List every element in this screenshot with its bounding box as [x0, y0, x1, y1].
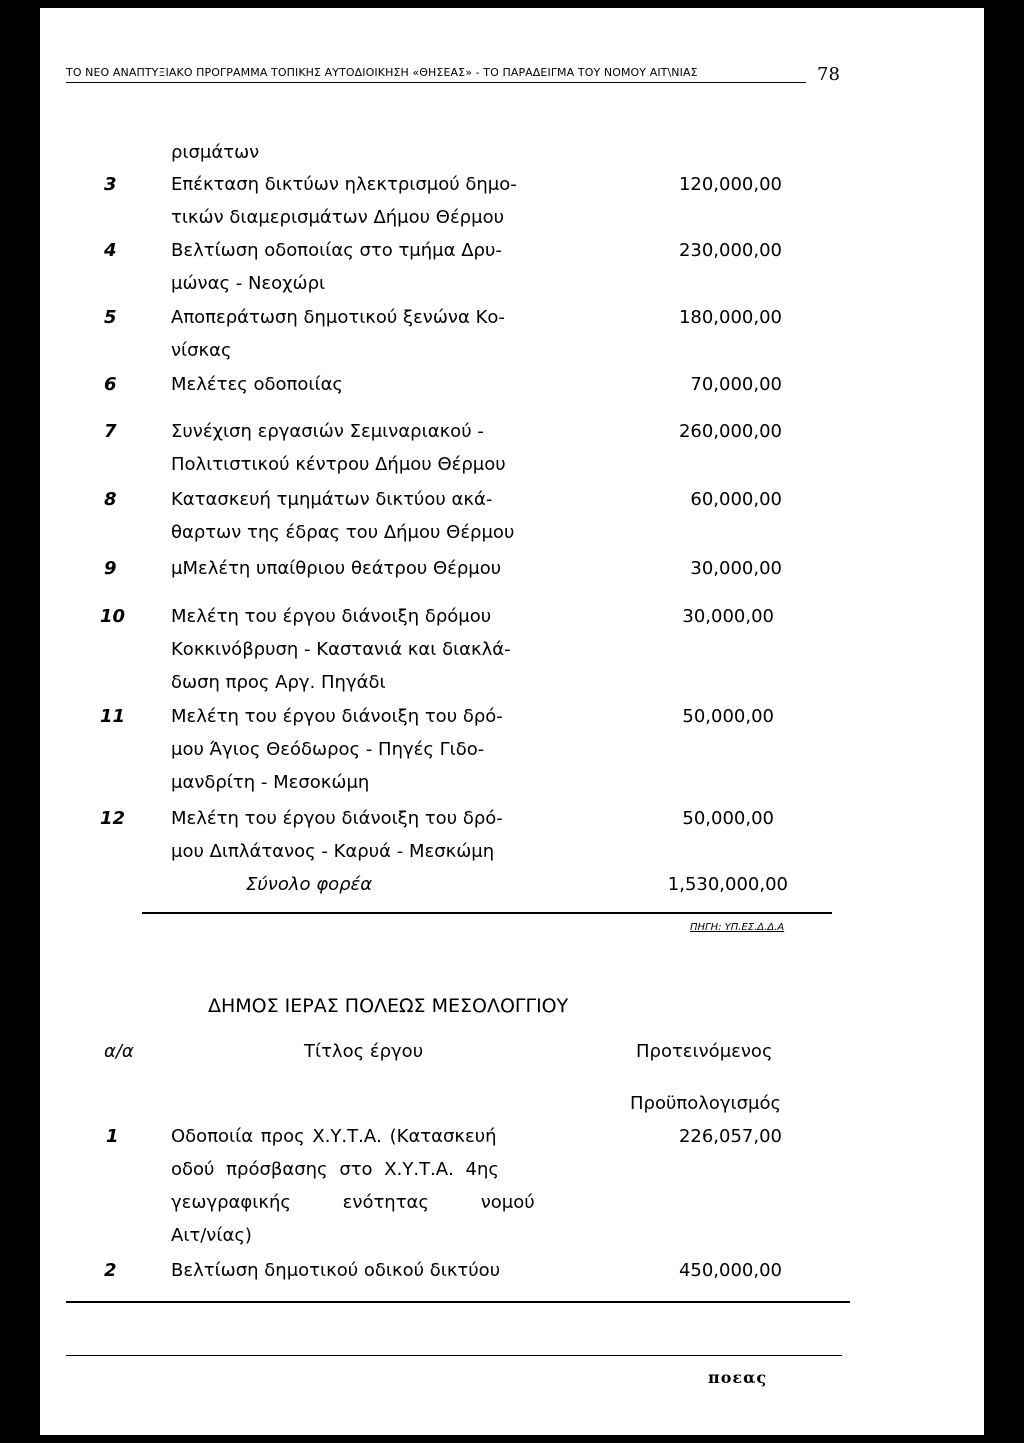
row-title-line: τικών διαμερισμάτων Δήμου Θέρμου — [171, 207, 504, 228]
row-title-line: οδού πρόσβασης στο Χ.Υ.Τ.Α. 4ης — [171, 1159, 499, 1180]
row-number: 7 — [104, 421, 117, 442]
row-number: 11 — [100, 706, 126, 727]
row-title-line: Μελέτη του έργου διάνοιξη του δρό- — [171, 808, 503, 829]
row-title-line: Συνέχιση εργασιών Σεμιναριακού - — [171, 421, 484, 442]
row-number: 1 — [106, 1126, 119, 1147]
column-header-title: Τίτλος έργου — [304, 1041, 424, 1062]
row-amount: 230,000,00 — [678, 240, 782, 261]
total-amount: 1,530,000,00 — [667, 874, 788, 895]
running-header: ΤΟ ΝΕΟ ΑΝΑΠΤΥΞΙΑΚΟ ΠΡΟΓΡΑΜΜΑ ΤΟΠΙΚΗΣ ΑΥΤΟΔΙΟΙΚΗΣΗ «ΘΗΣΕΑΣ» - ΤΟ ΠΑΡΑΔΕΙΓΜΑ ΤΟΥ ΝΟΜΟΥ ΑΙΤ\ΝΙΑΣ — [66, 66, 698, 79]
row-number: 3 — [104, 174, 117, 195]
row-title-line: μώνας - Νεοχώρι — [171, 273, 326, 294]
row-amount: 260,000,00 — [678, 421, 782, 442]
row-amount: 120,000,00 — [678, 174, 782, 195]
row-title-line: Κοκκινόβρυση - Καστανιά και διακλά- — [171, 639, 511, 660]
row-title-line: Αποπεράτωση δημοτικού ξενώνα Κο- — [171, 307, 505, 328]
row-amount: 180,000,00 — [678, 307, 782, 328]
row-title-line: Μελέτες οδοποιίας — [171, 374, 343, 395]
row-amount: 450,000,00 — [678, 1260, 782, 1281]
row-title-line: μου Διπλάτανος - Καρυά - Μεσκώμη — [171, 841, 495, 862]
carry-over-text: ρισμάτων — [171, 142, 260, 163]
row-amount: 226,057,00 — [678, 1126, 782, 1147]
row-title-line: Πολιτιστικού κέντρου Δήμου Θέρμου — [171, 454, 506, 475]
row-number: 12 — [100, 808, 126, 829]
row-title-line: Μελέτη του έργου διάνοιξη δρόμου — [171, 606, 492, 627]
row-title-line: Μελέτη του έργου διάνοιξη του δρό- — [171, 706, 503, 727]
row-amount: 30,000,00 — [682, 606, 774, 627]
row-number: 6 — [104, 374, 117, 395]
row-title-line: Οδοποιία προς Χ.Υ.Τ.Α. (Κατασκευή — [171, 1126, 497, 1147]
row-amount: 30,000,00 — [690, 558, 782, 579]
row-title-line: μου Άγιος Θεόδωρος - Πηγές Γιδο- — [171, 739, 485, 760]
row-title-line: Αιτ/νίας) — [171, 1225, 252, 1246]
header-rule — [66, 82, 806, 83]
footer-rule — [66, 1355, 842, 1356]
row-title-line: Επέκταση δικτύων ηλεκτρισμού δημο- — [171, 174, 517, 195]
row-title-line: νίσκας — [171, 340, 232, 361]
table-rule — [66, 1301, 850, 1303]
row-title-line: Βελτίωση δημοτικού οδικού δικτύου — [171, 1260, 501, 1281]
column-header-budget: Προϋπολογισμός — [630, 1093, 782, 1114]
table-rule — [142, 912, 832, 914]
row-title-line: δωση προς Αργ. Πηγάδι — [171, 672, 386, 693]
row-amount: 50,000,00 — [682, 706, 774, 727]
page-number: 78 — [817, 64, 840, 85]
row-number: 2 — [104, 1260, 117, 1281]
row-title-line: Κατασκευή τμημάτων δικτύου ακά- — [171, 489, 493, 510]
row-amount: 50,000,00 — [682, 808, 774, 829]
row-title-line: Βελτίωση οδοποιίας στο τμήμα Δρυ- — [171, 240, 502, 261]
row-title-line: μανδρίτη - Μεσοκώμη — [171, 772, 370, 793]
row-number: 4 — [104, 240, 117, 261]
row-title-line: γεωγραφικής ενότητας νομού — [171, 1192, 535, 1213]
column-header-number: α/α — [104, 1041, 134, 1062]
municipality-title: ΔΗΜΟΣ ΙΕΡΑΣ ΠΟΛΕΩΣ ΜΕΣΟΛΟΓΓΙΟΥ — [208, 995, 569, 1017]
row-number: 8 — [104, 489, 117, 510]
row-number: 9 — [104, 558, 117, 579]
total-label: Σύνολο φορέα — [246, 874, 373, 895]
row-number: 5 — [104, 307, 117, 328]
source-note: ΠΗΓΗ: ΥΠ.ΕΣ.Δ.Δ.Α — [690, 922, 785, 933]
row-title-line: θαρτων της έδρας του Δήμου Θέρμου — [171, 522, 515, 543]
row-title-line: μΜελέτη υπαίθριου θεάτρου Θέρμου — [171, 558, 502, 579]
row-amount: 70,000,00 — [690, 374, 782, 395]
row-amount: 60,000,00 — [690, 489, 782, 510]
column-header-budget: Προτεινόμενος — [636, 1041, 773, 1062]
row-number: 10 — [100, 606, 126, 627]
publisher-logo: ποεας — [708, 1368, 768, 1387]
